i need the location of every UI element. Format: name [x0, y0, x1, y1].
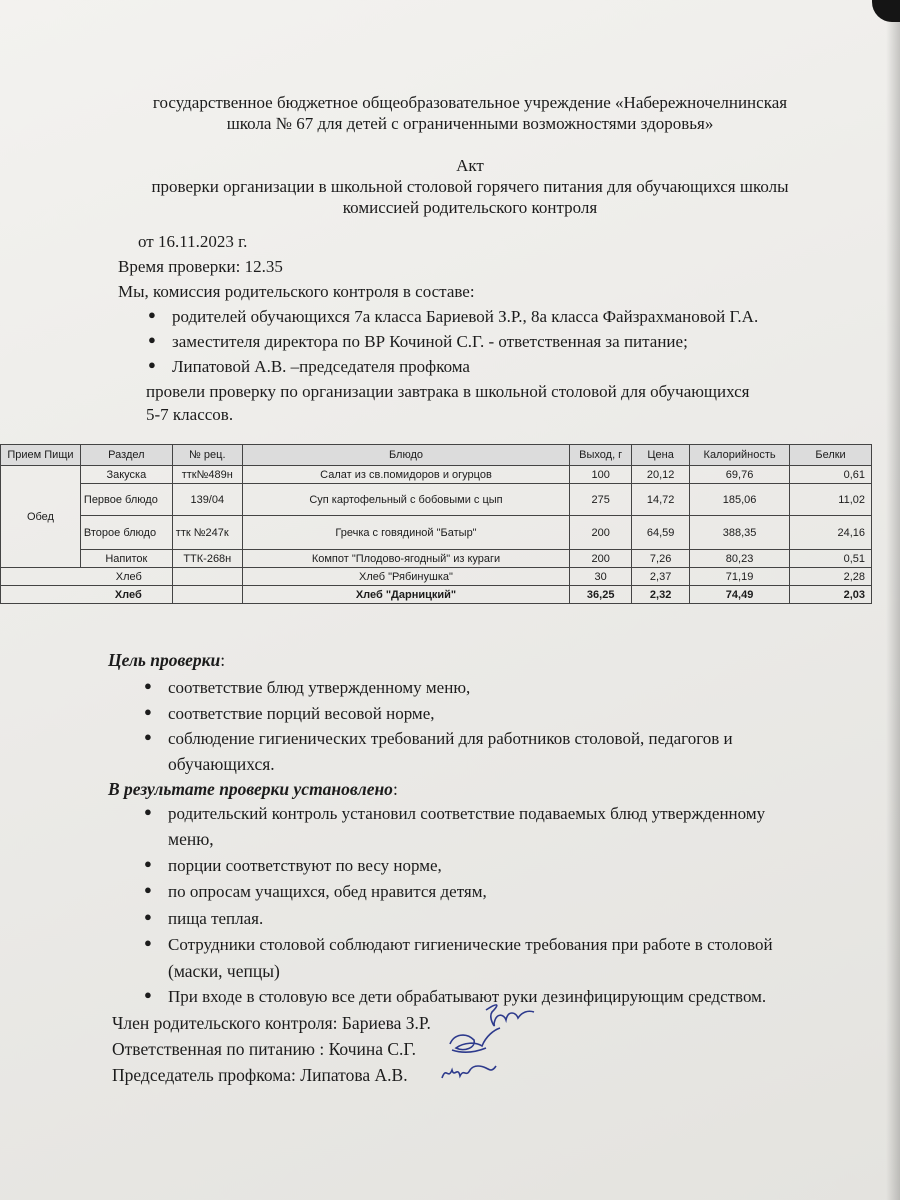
- price-cell: 20,12: [632, 466, 690, 484]
- institution-line-2: школа № 67 для детей с ограниченными возможностями здоровья»: [226, 114, 714, 133]
- col-section: Раздел: [80, 445, 172, 466]
- inspection-date: от 16.11.2023 г.: [138, 232, 248, 251]
- bullet-icon: ●: [144, 729, 152, 744]
- col-yield: Выход, г: [570, 445, 632, 466]
- col-protein: Белки: [790, 445, 872, 466]
- signature-chair-icon: [438, 1056, 498, 1086]
- col-meal: Прием Пищи: [1, 445, 81, 466]
- price-cell: 2,32: [632, 586, 690, 604]
- conducted-text-2: 5-7 классов.: [146, 405, 234, 424]
- inspection-time: Время проверки: 12.35: [118, 257, 283, 276]
- result-item: ● порции соответствуют по весу норме,: [144, 856, 442, 875]
- protein-cell: 24,16: [790, 516, 872, 550]
- protein-cell: 0,61: [790, 466, 872, 484]
- dish-cell: Салат из св.помидоров и огурцов: [242, 466, 569, 484]
- dish-cell: Хлеб "Дарницкий": [242, 586, 569, 604]
- bullet-icon: ●: [144, 804, 152, 819]
- result-item: ● При входе в столовую все дети обрабатывают руки дезинфицирующим средством.: [144, 987, 767, 1006]
- member-item: ● Липатовой А.В. –председателя профкома: [148, 357, 470, 376]
- section-cell: Хлеб: [1, 586, 173, 604]
- recipe-cell: ТТК-268н: [172, 550, 242, 568]
- protein-cell: 2,03: [790, 586, 872, 604]
- goal-item: ● соблюдение гигиенических требований для работников столовой, педагогов и: [144, 729, 733, 748]
- commission-composition: Мы, комиссия родительского контроля в составе:: [118, 282, 475, 301]
- bullet-icon: ●: [144, 987, 152, 1002]
- act-title-block: [0, 155, 900, 218]
- table-surface-corner: [872, 0, 900, 22]
- dish-cell: Гречка с говядиной "Батыр": [242, 516, 569, 550]
- signature-line-member: Член родительского контроля: Бариева З.Р.: [112, 1013, 431, 1033]
- section-cell: Второе блюдо: [80, 516, 172, 550]
- bullet-icon: ●: [144, 909, 152, 924]
- table-header-row: [1, 445, 872, 466]
- calories-cell: 80,23: [690, 550, 790, 568]
- dish-cell: Компот "Плодово-ягодный" из кураги: [242, 550, 569, 568]
- yield-cell: 36,25: [570, 586, 632, 604]
- col-dish: Блюдо: [242, 445, 569, 466]
- table-row: [1, 586, 872, 604]
- result-item-continuation: (маски, чепцы): [168, 961, 280, 981]
- bullet-icon: ●: [144, 856, 152, 871]
- member-item: ● родителей обучающихся 7а класса Бариевой З.Р., 8а класса Файзрахмановой Г.А.: [148, 307, 759, 326]
- bullet-icon: ●: [144, 882, 152, 897]
- bullet-icon: ●: [144, 935, 152, 950]
- price-cell: 2,37: [632, 568, 690, 586]
- protein-cell: 11,02: [790, 484, 872, 516]
- recipe-cell: 139/04: [172, 484, 242, 516]
- col-price: Цена: [632, 445, 690, 466]
- institution-line-1: государственное бюджетное общеобразовательное учреждение «Набережночелнинская: [152, 93, 788, 112]
- yield-cell: 100: [570, 466, 632, 484]
- signature-line-chair: Председатель профкома: Липатова А.В.: [112, 1065, 408, 1085]
- goal-heading: Цель проверки:: [108, 650, 226, 670]
- dish-cell: Хлеб "Рябинушка": [242, 568, 569, 586]
- table-row: [1, 550, 872, 568]
- bullet-icon: ●: [148, 307, 156, 322]
- recipe-cell: [172, 568, 242, 586]
- dish-cell: Суп картофельный с бобовыми с цып: [242, 484, 569, 516]
- recipe-cell: [172, 586, 242, 604]
- conducted-text-1: провели проверку по организации завтрака в школьной столовой для обучающихся: [146, 382, 750, 401]
- section-cell: Напиток: [80, 550, 172, 568]
- result-item: ● родительский контроль установил соответствие подаваемых блюд утвержденному: [144, 804, 766, 823]
- member-item: ● заместителя директора по ВР Кочиной С.Г. - ответственная за питание;: [148, 332, 688, 351]
- menu-table: [0, 444, 872, 604]
- act-title: Акт: [456, 156, 484, 175]
- table-row: [1, 568, 872, 586]
- act-subtitle-2: комиссией родительского контроля: [342, 198, 598, 217]
- col-recipe: № рец.: [172, 445, 242, 466]
- col-calories: Калорийность: [690, 445, 790, 466]
- act-subtitle-1: проверки организации в школьной столовой горячего питания для обучающихся школы: [151, 177, 789, 196]
- signature-line-responsible: Ответственная по питанию : Кочина С.Г.: [112, 1039, 416, 1059]
- calories-cell: 71,19: [690, 568, 790, 586]
- bullet-icon: ●: [148, 332, 156, 347]
- meal-cell: Обед: [1, 466, 81, 568]
- section-cell: Первое блюдо: [80, 484, 172, 516]
- recipe-cell: ттк №247к: [172, 516, 242, 550]
- bullet-icon: ●: [144, 678, 152, 693]
- result-item: ● Сотрудники столовой соблюдают гигиенические требования при работе в столовой: [144, 935, 773, 954]
- goal-item-continuation: обучающихся.: [168, 754, 275, 774]
- yield-cell: 200: [570, 550, 632, 568]
- yield-cell: 275: [570, 484, 632, 516]
- result-heading: В результате проверки установлено:: [108, 779, 398, 799]
- yield-cell: 30: [570, 568, 632, 586]
- calories-cell: 69,76: [690, 466, 790, 484]
- protein-cell: 0,51: [790, 550, 872, 568]
- section-cell: Хлеб: [1, 568, 173, 586]
- yield-cell: 200: [570, 516, 632, 550]
- goal-item: ● соответствие блюд утвержденному меню,: [144, 678, 471, 697]
- price-cell: 14,72: [632, 484, 690, 516]
- section-cell: Закуска: [80, 466, 172, 484]
- calories-cell: 185,06: [690, 484, 790, 516]
- result-item: ● по опросам учащихся, обед нравится детям,: [144, 882, 487, 901]
- table-row: [1, 516, 872, 550]
- table-row: [1, 466, 872, 484]
- bullet-icon: ●: [144, 704, 152, 719]
- price-cell: 64,59: [632, 516, 690, 550]
- calories-cell: 74,49: [690, 586, 790, 604]
- table-row: [1, 484, 872, 516]
- goal-item: ● соответствие порций весовой норме,: [144, 704, 435, 723]
- calories-cell: 388,35: [690, 516, 790, 550]
- price-cell: 7,26: [632, 550, 690, 568]
- recipe-cell: ттк№489н: [172, 466, 242, 484]
- result-item: ● пища теплая.: [144, 909, 264, 928]
- institution-header: [0, 92, 900, 134]
- bullet-icon: ●: [148, 357, 156, 372]
- protein-cell: 2,28: [790, 568, 872, 586]
- result-item-continuation: меню,: [168, 829, 214, 849]
